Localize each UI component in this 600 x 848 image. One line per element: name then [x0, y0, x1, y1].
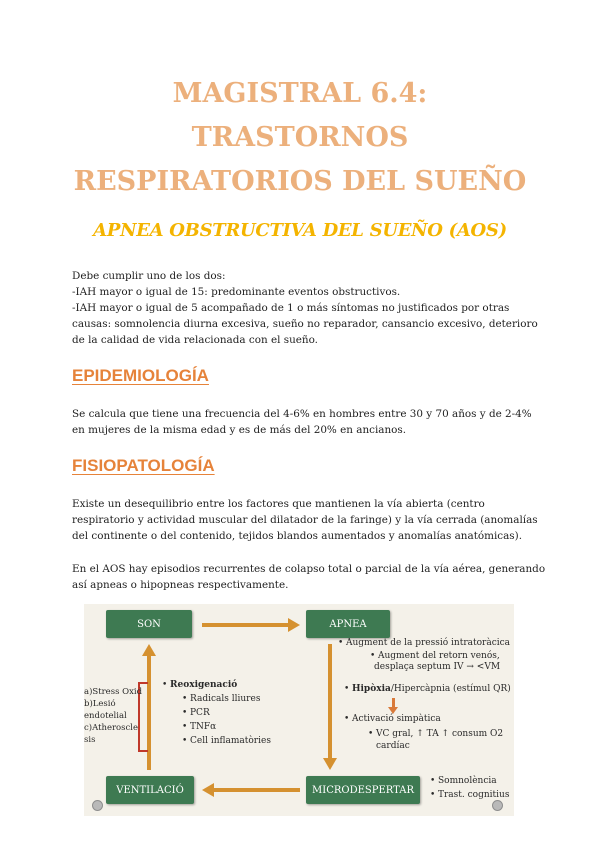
- aos-cycle-diagram: [84, 604, 514, 816]
- reoxigenacio-title: [170, 680, 237, 691]
- microdespertar-effect-2: • Trast. cognitius: [438, 790, 509, 801]
- reoxigenacio-item: • TNFα: [190, 722, 216, 733]
- section-subtitle: APNEA OBSTRUCTIVA DEL SUEÑO (AOS): [93, 220, 507, 241]
- text-line: en mujeres de la misma edad y es de más del 20% en ancianos.: [72, 424, 407, 436]
- title-line-2: TRASTORNOS: [191, 122, 409, 153]
- intro-line: causas: somnolencia diurna excesiva, sueño no reparador, cansancio excesivo, deterioro: [72, 318, 538, 330]
- title-line-3: RESPIRATORIOS DEL SUEÑO: [73, 166, 527, 197]
- node-son: SON: [106, 610, 192, 638]
- heading-fisiopatologia: FISIOPATOLOGÍA: [72, 456, 215, 475]
- heading-epidemiologia: EPIDEMIOLOGÍA: [72, 366, 209, 385]
- intro-line: -IAH mayor o igual de 5 acompañado de 1 o más síntomas no justificados por otras: [72, 302, 510, 314]
- fisiopatologia-paragraph-1: [72, 496, 538, 544]
- apnea-effect-3: desplaça septum IV → <VM: [374, 662, 501, 672]
- arrow-son-to-apnea: [202, 623, 290, 627]
- apnea-effect-2: • Augment del retorn venós,: [378, 651, 500, 662]
- text-line: así apneas o hipopneas respectivamente.: [72, 579, 289, 591]
- side-label: c)Atheroscle: [84, 723, 139, 733]
- side-label: a)Stress Oxid: [84, 687, 143, 697]
- intro-line: de la calidad de vida relacionada con el sueño.: [72, 334, 318, 346]
- arrow-head-right: [288, 618, 300, 632]
- intro-line: -IAH mayor o igual de 15: predominante eventos obstructivos.: [72, 286, 401, 298]
- reoxigenacio-item: • Cell inflamatòries: [190, 736, 271, 747]
- reoxigenacio-item: • PCR: [190, 708, 210, 719]
- reoxigenacio-item: • Radicals lliures: [190, 694, 260, 705]
- activacio-line-2: • VC gral, ↑ TA ↑ consum O2: [376, 729, 503, 740]
- node-ventilacio: VENTILACIÓ: [106, 776, 194, 804]
- corner-dot-icon: [492, 800, 503, 811]
- apnea-effect-1: • Augment de la pressió intratoràcica: [346, 638, 510, 649]
- side-label: b)Lesió: [84, 699, 116, 709]
- arrow-head-up: [142, 644, 156, 656]
- page-title: [40, 72, 560, 204]
- side-label: endotelial: [84, 711, 127, 721]
- corner-dot-icon: [92, 800, 103, 811]
- arrow-head-down: [323, 758, 337, 770]
- text-line: Se calcula que tiene una frecuencia del 4-6% en hombres entre 30 y 70 años y de 2-4%: [72, 408, 532, 420]
- arrow-head-left: [202, 783, 214, 797]
- hipoxia-rest: /Hipercàpnia (estímul QR): [390, 684, 511, 694]
- fisiopatologia-paragraph-2: [72, 561, 546, 593]
- microdespertar-effect-1: • Somnolència: [438, 776, 497, 787]
- text-line: respiratorio y actividad muscular del dilatador de la faringe) y la vía cerrada (anomalías: [72, 514, 538, 526]
- text-line: En el AOS hay episodios recurrentes de colapso total o parcial de la vía aérea, generando: [72, 563, 546, 575]
- activacio-line-3: cardíac: [376, 741, 410, 751]
- title-line-1: MAGISTRAL 6.4:: [172, 78, 428, 109]
- text-line: Existe un desequilibrio entre los factores que mantienen la vía abierta (centro: [72, 498, 485, 510]
- side-label: sis: [84, 735, 96, 745]
- arrow-apnea-to-microdespertar: [328, 644, 332, 760]
- epidemiologia-paragraph: [72, 406, 532, 438]
- intro-paragraph: [72, 268, 538, 348]
- hipoxia-bold: Hipòxia: [352, 684, 391, 694]
- arrow-head-small: [388, 707, 398, 714]
- arrow-microdespertar-to-ventilacio: [212, 788, 300, 792]
- intro-line: Debe cumplir uno de los dos:: [72, 270, 226, 282]
- node-apnea: APNEA: [306, 610, 390, 638]
- activacio-line-1: • Activació simpàtica: [352, 714, 441, 725]
- node-microdespertar: MICRODESPERTAR: [306, 776, 420, 804]
- hipoxia-line: [352, 684, 511, 695]
- text-line: del continente o del contenido, tejidos blandos aumentados y anomalías anatómicas).: [72, 530, 522, 542]
- reoxigenacio-title-text: Reoxigenació: [170, 680, 238, 690]
